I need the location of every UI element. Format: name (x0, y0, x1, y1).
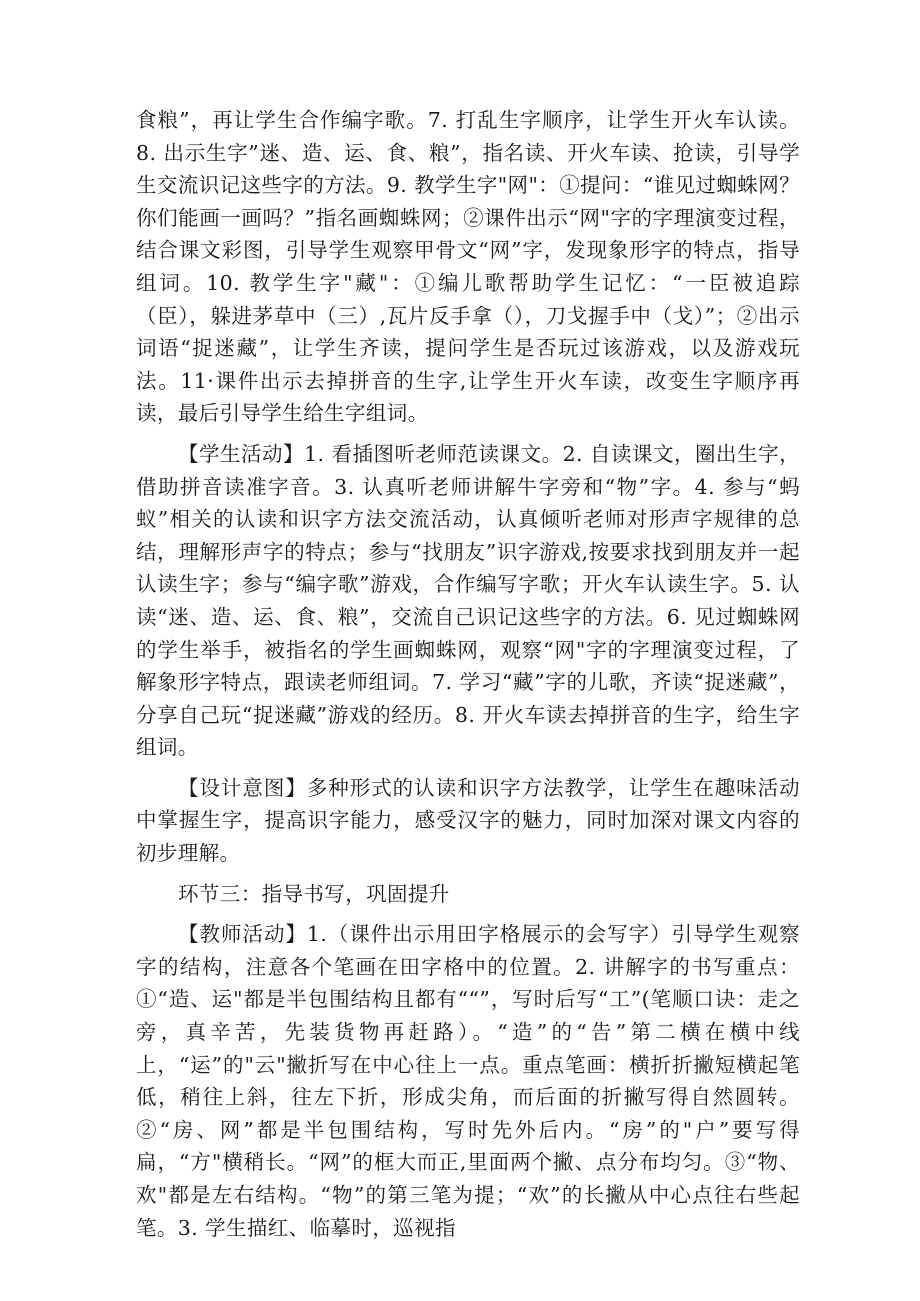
document-page (136, 104, 800, 1244)
paragraph-text: 多种形式的认读和识字方法教学，让学生在趣味活动中掌握生字，提高识字能力，感受汉字的魅力，同时加深对课文内容的初步理解。 (136, 775, 800, 866)
section-tag: 【学生活动】 (178, 441, 305, 466)
paragraph-student-activity (136, 438, 800, 764)
section-tag: 【设计意图】 (178, 775, 307, 800)
section-heading-text: 环节三：指导书写，巩固提升 (178, 881, 450, 906)
paragraph-teacher-activity-writing (136, 918, 800, 1244)
paragraph-text: 1.（课件出示用田字格展示的会写字）引导学生观察字的结构，注意各个笔画在田字格中的位置。2. 讲解字的书写重点：①“造、运"都是半包围结构且都有““”，写时后写“工”(笔顺口诀：走之旁，真辛苦，先装货物再赶路）。“造”的“告”第二横在横中线上，“运”的"云"撇折写在中心往上一点。重点笔画：横折折撇短横起笔低，稍往上斜，往左下折，形成尖角，而后面的折撇写得自然圆转。②“房、网”都是半包围结构，写时先外后内。“房”的"户”要写得扁，“方"横稍长。“网”的框大而正,里面两个撇、点分布均匀。③“物、欢"都是左右结构。“物”的第三笔为提；“欢”的长撇从中心点往右些起笔。3. 学生描红、临摹时，巡视指 (136, 922, 800, 1240)
paragraph-text: 1. 看插图听老师范读课文。2. 自读课文，圈出生字，借助拼音读准字音。3. 认真听老师讲解牛字旁和“物”字。4. 参与“蚂蚁”相关的认读和识字方法交流活动，认真倾听老师对形声字规律的总结，理解形声字的特点；参与“找朋友”识字游戏,按要求找到朋友并一起认读生字；参与“编字歌”游戏，合作编写字歌；开火车认读生字。5. 认读“迷、造、运、食、粮”，交流自己识记这些字的方法。6. 见过蜘蛛网的学生举手，被指名的学生画蜘蛛网，观察“网"字的字理演变过程，了解象形字特点，跟读老师组词。7. 学习“藏”字的儿歌，齐读“捉迷藏”，分享自己玩“捉迷藏”游戏的经历。8. 开火车读去掉拼音的生字，给生字组词。 (136, 441, 800, 760)
paragraph-text: 食粮”，再让学生合作编字歌。7. 打乱生字顺序，让学生开火车认读。8. 出示生字”迷、造、运、食、粮”，指名读、开火车读、抢读，引导学生交流识记这些字的方法。9. 教学生字"网"：①提问：“谁见过蜘蛛网？你们能画一画吗？”指名画蜘蛛网；②课件出示“网"字的字理演变过程，结合课文彩图，引导学生观察甲骨文“网”字，发现象形字的特点，指导组词。10. 教学生字"藏"：①编儿歌帮助学生记忆：“一臣被追踪（臣），躲进茅草中（三）,瓦片反手拿（），刀戈握手中（戈）”；②出示词语“捉迷藏”，让学生齐读，提问学生是否玩过该游戏，以及游戏玩法。11·课件出示去掉拼音的生字,让学生开火车读，改变生字顺序再读，最后引导学生给生字组词。 (136, 108, 800, 426)
section-tag: 【教师活动】 (178, 922, 307, 947)
section-heading (136, 878, 800, 911)
paragraph-design-intent (136, 772, 800, 870)
paragraph-teacher-activity-continued (136, 104, 800, 430)
